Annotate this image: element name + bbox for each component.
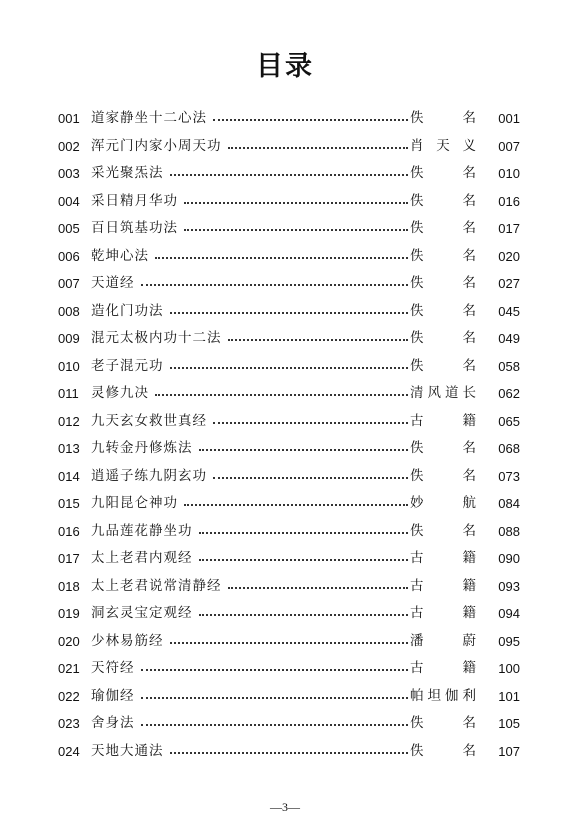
entry-author: 佚名 [410,247,476,264]
entry-title: 太上老君说常清静经 [91,577,222,594]
entry-title: 舍身法 [91,715,135,731]
toc-entry[interactable] [58,738,520,766]
entry-author: 帕坦伽利 [410,687,476,704]
entry-number: 002 [58,138,80,154]
toc-entry[interactable] [58,270,520,298]
entry-number: 016 [58,523,80,539]
toc-entry[interactable] [58,600,520,628]
entry-author: 佚名 [410,440,476,456]
entry-author: 古籍 [410,660,476,676]
entry-title: 灵修九决 [91,385,149,401]
entry-title: 混元太极内功十二法 [91,330,222,346]
entry-title: 百日筑基功法 [91,220,178,236]
dot-leader [228,586,409,589]
entry-title: 太上老君内观经 [91,550,193,566]
dot-leader [228,146,409,149]
toc-entry[interactable] [58,408,520,436]
entry-title: 浑元门内家小周天功 [91,137,222,154]
dot-leader [199,448,409,451]
page-title: 目录 [256,51,314,82]
dot-leader [199,558,409,561]
dot-leader [141,723,409,726]
entry-author: 妙航 [410,495,476,511]
entry-author: 佚名 [410,192,476,209]
entry-title: 九天玄女救世真经 [91,412,207,429]
entry-page: 107 [498,743,520,759]
entry-page: 095 [498,633,520,649]
entry-page: 045 [498,303,520,319]
dot-leader [141,668,409,671]
dot-leader [141,283,409,286]
dot-leader [170,751,409,754]
entry-title: 乾坤心法 [91,247,149,264]
entry-page: 027 [498,276,520,292]
entry-number: 004 [58,193,80,209]
dot-leader [184,228,408,231]
entry-title: 逍遥子练九阴玄功 [91,467,207,484]
toc-entry[interactable] [58,463,520,491]
entry-page: 068 [498,441,520,457]
entry-number: 015 [58,496,80,512]
entry-author: 清风道长 [410,385,476,401]
entry-page: 010 [498,166,520,182]
dot-leader [155,256,408,259]
toc-entry[interactable] [58,655,520,683]
entry-title: 洞玄灵宝定观经 [91,605,193,621]
dot-leader [170,366,409,369]
toc-entry[interactable] [58,133,520,161]
entry-title: 老子混元功 [91,357,164,374]
toc-entry[interactable] [58,298,520,326]
entry-author: 古籍 [410,550,476,566]
entry-page: 094 [498,606,520,622]
entry-page: 088 [498,523,520,539]
entry-number: 017 [58,551,80,567]
toc-entry[interactable] [58,710,520,738]
entry-page: 058 [498,358,520,374]
entry-title: 道家静坐十二心法 [91,110,207,126]
entry-author: 佚名 [410,357,476,374]
toc-entry[interactable] [58,573,520,601]
toc-entry[interactable] [58,435,520,463]
entry-number: 018 [58,578,80,594]
toc-entry[interactable] [58,105,520,133]
toc-entry[interactable] [58,160,520,188]
toc-entry[interactable] [58,490,520,518]
toc-entry[interactable] [58,215,520,243]
entry-page: 090 [498,551,520,567]
entry-author: 佚名 [410,330,476,346]
entry-author: 肖天义 [410,137,476,154]
toc-entry[interactable] [58,518,520,546]
entry-author: 古籍 [410,577,476,594]
entry-title: 少林易筋经 [91,632,164,649]
entry-number: 022 [58,688,80,704]
entry-author: 佚名 [410,110,476,126]
toc-entry[interactable] [58,325,520,353]
dot-leader [199,531,409,534]
entry-page: 084 [498,496,520,512]
entry-number: 010 [58,358,80,374]
entry-number: 008 [58,303,80,319]
page-number-footer: —3— [270,800,300,814]
entry-number: 012 [58,413,80,429]
entry-page: 100 [498,661,520,677]
entry-author: 佚名 [410,302,476,319]
entry-page: 020 [498,248,520,264]
dot-leader [155,393,408,396]
toc-entry[interactable] [58,243,520,271]
entry-author: 佚名 [410,275,476,291]
entry-title: 九品莲花静坐功 [91,522,193,539]
entry-title: 瑜伽经 [91,687,135,704]
entry-number: 001 [58,111,80,127]
toc-entry[interactable] [58,188,520,216]
entry-number: 021 [58,661,80,677]
entry-title: 天道经 [91,275,135,291]
entry-author: 佚名 [410,742,476,759]
entry-number: 014 [58,468,80,484]
entry-page: 017 [498,221,520,237]
entry-title: 采日精月华功 [91,192,178,209]
dot-leader [170,173,409,176]
entry-page: 001 [498,111,520,127]
entry-author: 古籍 [410,412,476,429]
entry-page: 105 [498,716,520,732]
entry-author: 古籍 [410,605,476,621]
entry-page: 016 [498,193,520,209]
entry-number: 024 [58,743,80,759]
entry-author: 佚名 [410,165,476,181]
entry-author: 佚名 [410,522,476,539]
toc-entry[interactable] [58,683,520,711]
entry-author: 潘蔚 [410,632,476,649]
entry-title: 九转金丹修炼法 [91,440,193,456]
toc-entry[interactable] [58,628,520,656]
dot-leader [199,613,409,616]
entry-title: 采光聚炁法 [91,165,164,181]
dot-leader [184,201,408,204]
entry-title: 天符经 [91,660,135,676]
dot-leader [228,338,409,341]
dot-leader [213,118,408,121]
entry-author: 佚名 [410,220,476,236]
entry-number: 023 [58,716,80,732]
toc-entry[interactable] [58,353,520,381]
entry-number: 019 [58,606,80,622]
entry-page: 073 [498,468,520,484]
entry-title: 九阳昆仑神功 [91,495,178,511]
toc-entry[interactable] [58,545,520,573]
dot-leader [141,696,409,699]
entry-title: 天地大通法 [91,742,164,759]
entry-number: 006 [58,248,80,264]
entry-author: 佚名 [410,715,476,731]
entry-number: 011 [58,386,79,402]
entry-number: 009 [58,331,80,347]
entry-page: 062 [498,386,520,402]
entry-number: 013 [58,441,80,457]
dot-leader [213,421,408,424]
entry-author: 佚名 [410,467,476,484]
dot-leader [184,503,408,506]
toc-entry[interactable] [58,380,520,408]
table-of-contents [58,105,520,765]
dot-leader [213,476,408,479]
entry-page: 007 [498,138,520,154]
dot-leader [170,641,409,644]
dot-leader [170,311,409,314]
entry-number: 003 [58,166,80,182]
entry-page: 093 [498,578,520,594]
entry-page: 101 [498,688,520,704]
entry-number: 020 [58,633,80,649]
entry-title: 造化门功法 [91,302,164,319]
entry-number: 005 [58,221,80,237]
entry-page: 065 [498,413,520,429]
entry-page: 049 [498,331,520,347]
entry-number: 007 [58,276,80,292]
